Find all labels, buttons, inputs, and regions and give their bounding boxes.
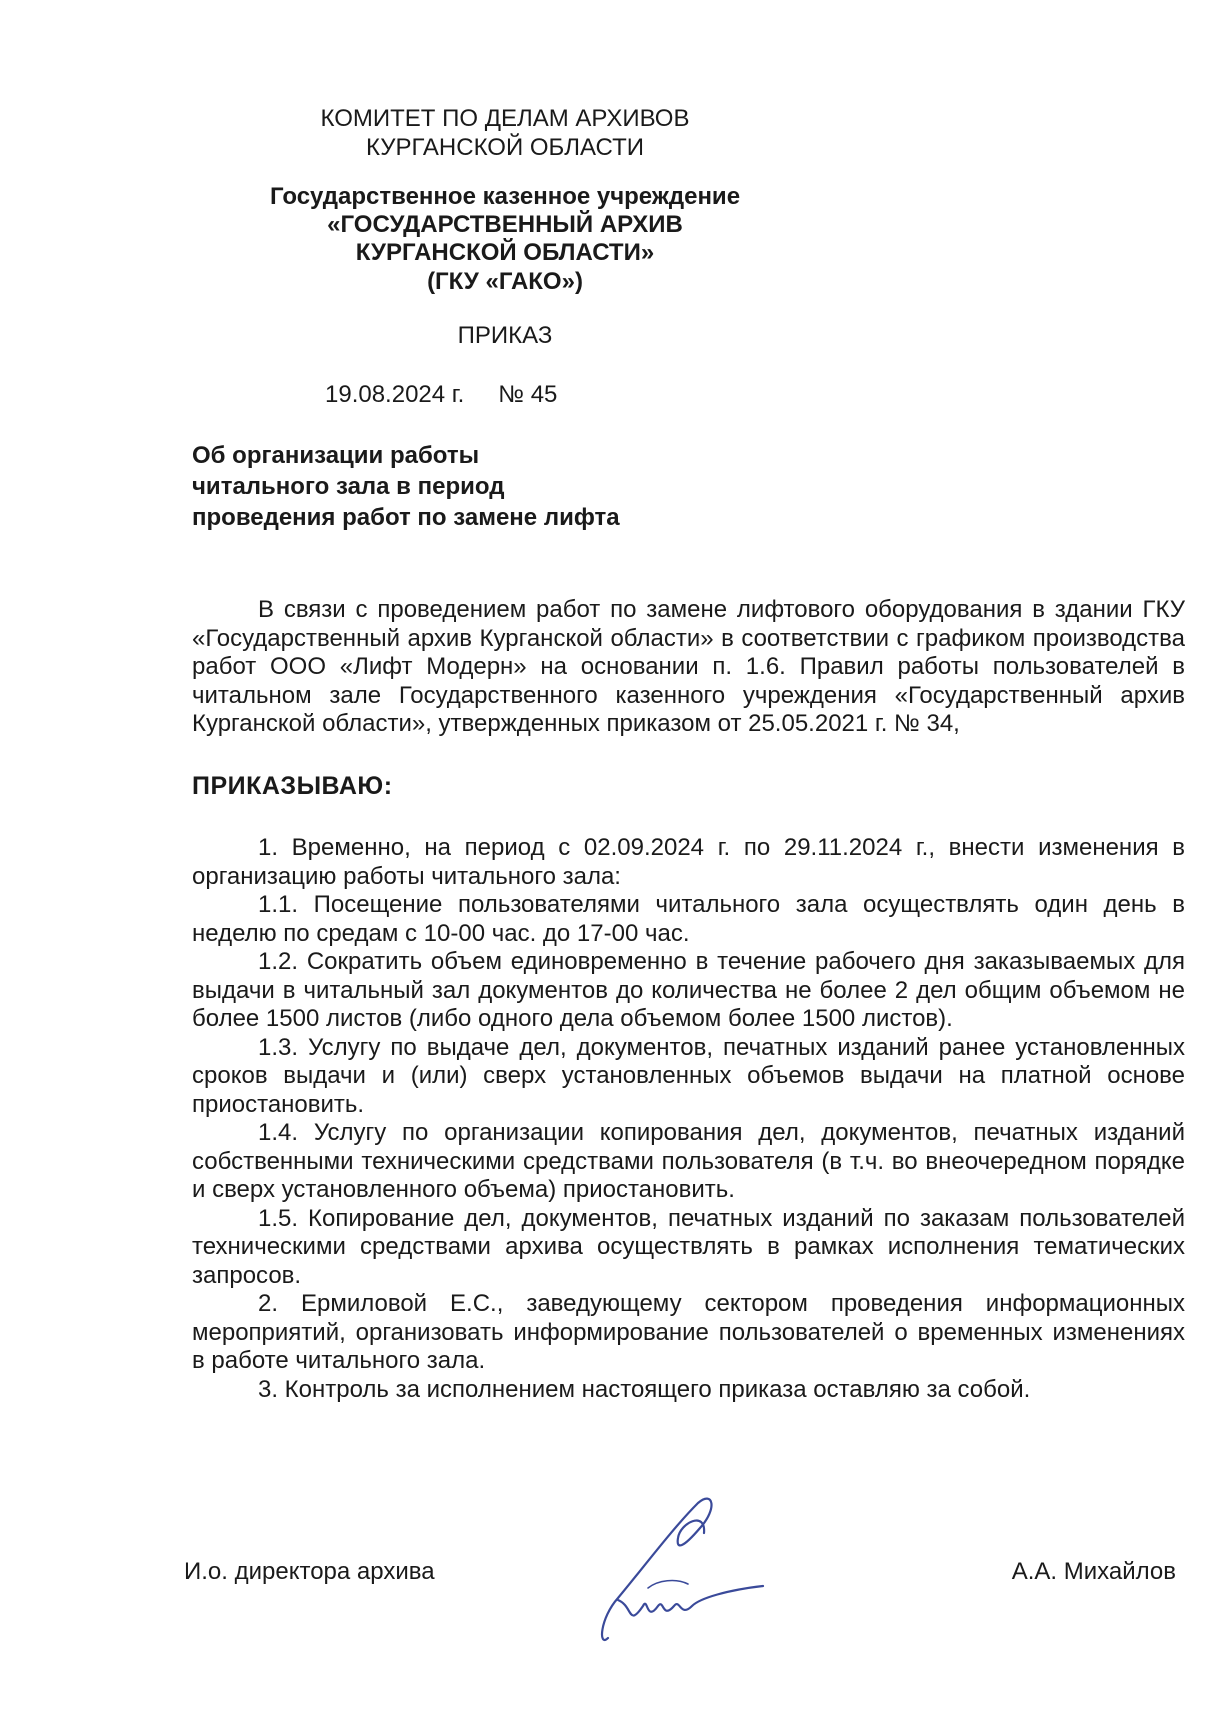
- item-1: 1. Временно, на период с 02.09.2024 г. по 29.11.2024 г., внести изменения в организацию работы читального зала:: [192, 834, 1185, 890]
- order-items: [192, 834, 1185, 1404]
- preamble-block: [192, 596, 1185, 739]
- order-date-number: [325, 381, 557, 409]
- preamble-text: В связи с проведением работ по замене лифтового оборудования в здании ГКУ «Государственный архив Курганской области» в соответствии с графиком производства работ ООО «Лифт Модерн» на основании п. 1.6. Правил работы пользователей в читальном зале Государственного казенного учреждения «Государственный архив Курганской области», утвержденных приказом от 25.05.2021 г. № 34,: [192, 596, 1185, 737]
- order-date: 19.08.2024 г.: [325, 381, 465, 408]
- org-line-4: (ГКУ «ГАКО»): [427, 268, 583, 295]
- committee-line-1: КОМИТЕТ ПО ДЕЛАМ АРХИВОВ: [320, 105, 690, 132]
- order-subject: [192, 440, 620, 533]
- signatory-name: А.А. Михайлов: [1011, 1558, 1176, 1585]
- subject-line-3: проведения работ по замене лифта: [192, 504, 620, 531]
- item-1-4: 1.4. Услугу по организации копирования дел, документов, печатных изданий собственными техническими средствами пользователя (в т.ч. во внеочередном порядке и сверх установленного объема) приостановить.: [192, 1119, 1185, 1203]
- handwritten-signature: [588, 1488, 778, 1658]
- order-number: № 45: [498, 381, 558, 408]
- org-line-3: КУРГАНСКОЙ ОБЛАСТИ»: [355, 239, 655, 266]
- directive-heading: ПРИКАЗЫВАЮ:: [192, 772, 393, 800]
- item-1-5: 1.5. Копирование дел, документов, печатных изданий по заказам пользователей техническими средствами архива осуществлять в рамках исполнения тематических запросов.: [192, 1204, 1185, 1289]
- org-line-1: Государственное казенное учреждение: [269, 183, 741, 210]
- order-title: ПРИКАЗ: [457, 322, 553, 349]
- subject-line-2: читального зала в период: [192, 473, 505, 500]
- signatory-role: И.о. директора архива: [184, 1558, 435, 1585]
- subject-line-1: Об организации работы: [192, 442, 480, 469]
- item-1-3: 1.3. Услугу по выдаче дел, документов, печатных изданий ранее установленных сроков выдачи и (или) сверх установленных объемов выдачи на платной основе приостановить.: [192, 1033, 1185, 1118]
- item-3: 3. Контроль за исполнением настоящего приказа оставляю за собой.: [258, 1375, 1031, 1403]
- item-1-2: 1.2. Сократить объем единовременно в течение рабочего дня заказываемых для выдачи в читальный зал документов до количества не более 2 дел общим объемом не более 1500 листов (либо одного дела объемом более 1500 листов).: [192, 948, 1185, 1032]
- item-1-1: 1.1. Посещение пользователями читального зала осуществлять один день в неделю по средам с 10-00 час. до 17-00 час.: [192, 891, 1185, 947]
- item-2: 2. Ермиловой Е.С., заведующему сектором проведения информационных мероприятий, организовать информирование пользователей о временных изменениях в работе читального зала.: [192, 1290, 1185, 1374]
- org-line-2: «ГОСУДАРСТВЕННЫЙ АРХИВ: [327, 211, 683, 238]
- committee-line-2: КУРГАНСКОЙ ОБЛАСТИ: [366, 134, 644, 161]
